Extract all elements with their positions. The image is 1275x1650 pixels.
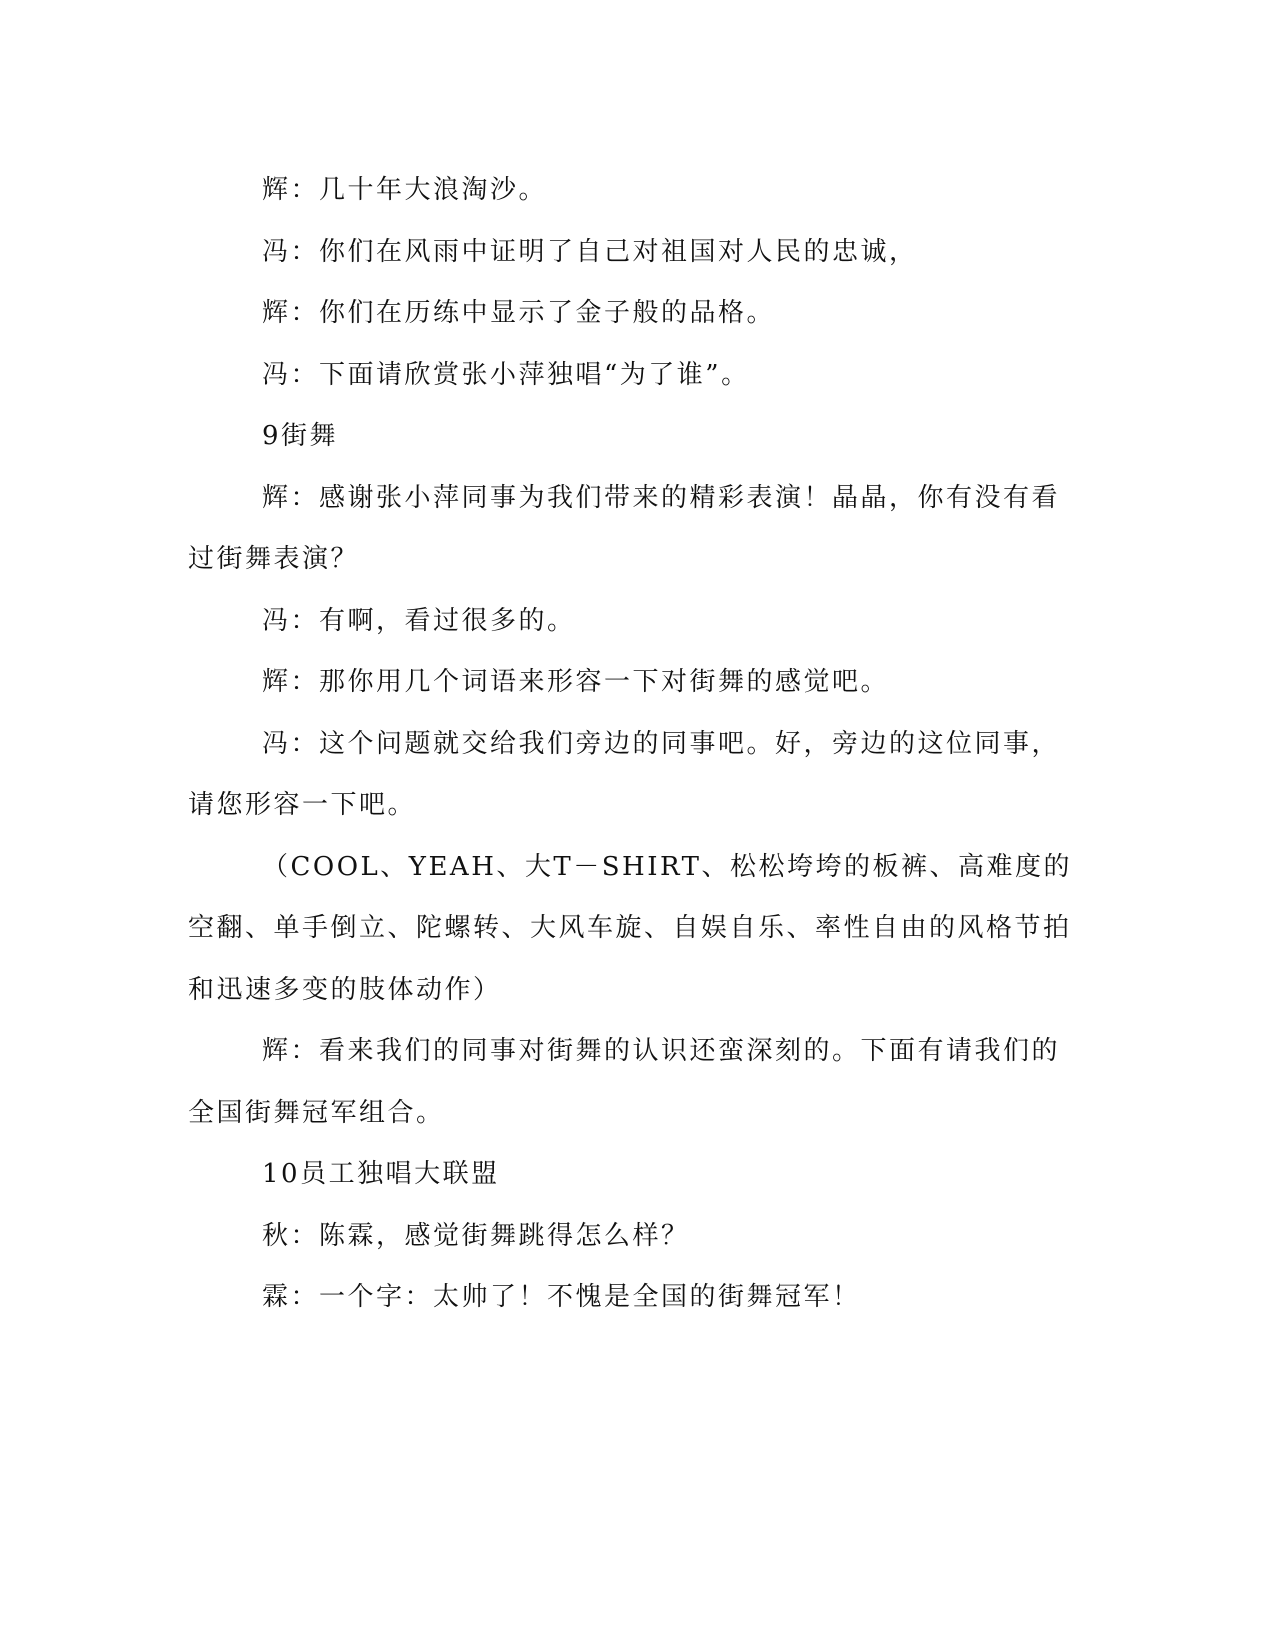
dialogue-line: 辉：几十年大浪淘沙。 [262, 175, 548, 205]
section-heading: 10员工独唱大联盟 [262, 1159, 500, 1189]
section-heading: 9街舞 [262, 421, 339, 451]
dialogue-line: 冯：有啊，看过很多的。 [262, 605, 576, 636]
dialogue-line: 秋：陈霖，感觉街舞跳得怎么样？ [262, 1220, 690, 1251]
dialogue-line: 冯：你们在风雨中证明了自己对祖国对人民的忠诚， [262, 236, 918, 267]
dialogue-line: 辉：感谢张小萍同事为我们带来的精彩表演！晶晶，你有没有看过街舞表演？ [188, 482, 1061, 574]
dialogue-line: 霖：一个字：太帅了！不愧是全国的街舞冠军！ [262, 1282, 861, 1312]
dialogue-line: 辉：你们在历练中显示了金子般的品格。 [262, 298, 776, 328]
dialogue-line: 冯：这个问题就交给我们旁边的同事吧。好，旁边的这位同事，请您形容一下吧。 [188, 728, 1061, 820]
document-body [188, 160, 1083, 1329]
parenthetical-note: （COOL、YEAH、大T－SHIRT、松松垮垮的板裤、高难度的空翻、单手倒立、陀螺转、大风车旋、自娱自乐、率性自由的风格节拍和迅速多变的肢体动作） [188, 851, 1072, 1005]
dialogue-line: 辉：看来我们的同事对街舞的认识还蛮深刻的。下面有请我们的全国街舞冠军组合。 [188, 1036, 1061, 1128]
dialogue-line: 冯：下面请欣赏张小萍独唱“为了谁”。 [262, 359, 750, 390]
dialogue-line: 辉：那你用几个词语来形容一下对街舞的感觉吧。 [262, 667, 890, 697]
